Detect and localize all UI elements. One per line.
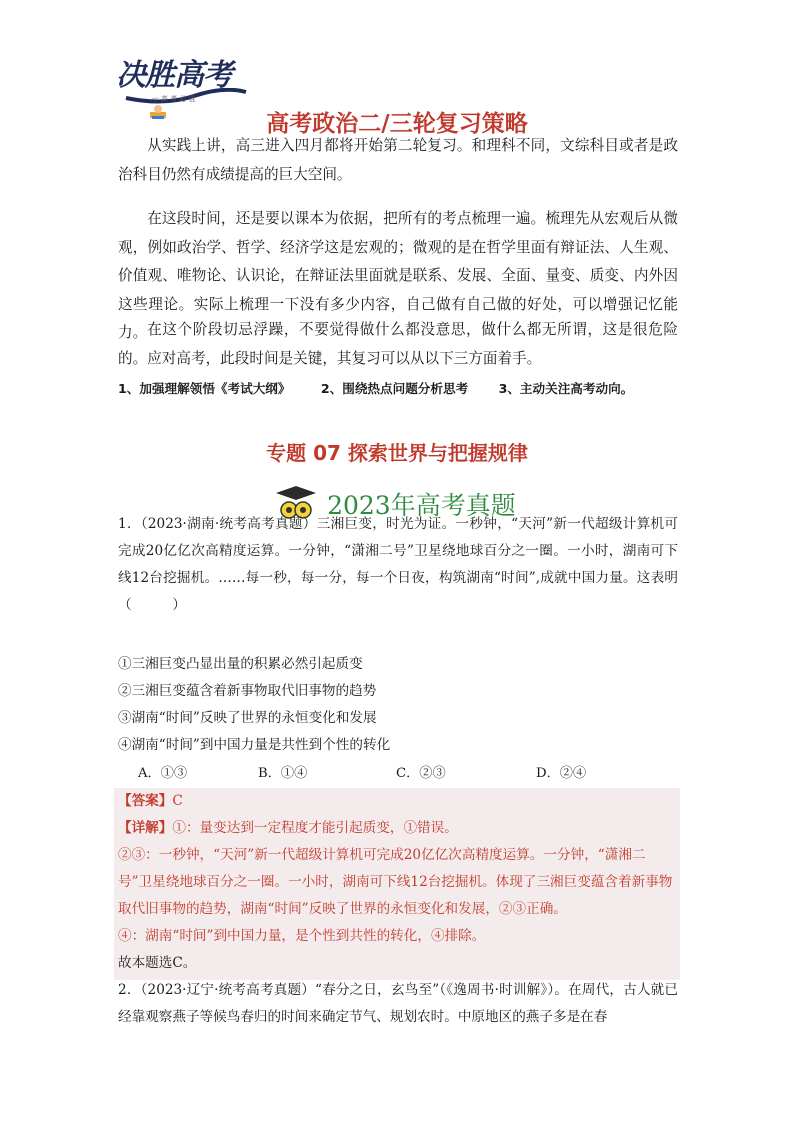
statement-1: ①三湘巨变凸显出量的积累必然引起质变 [118,656,363,672]
choice-d: D．②④ [536,766,587,781]
logo-subtext: ㅡ 高 考 必 胜 [152,95,196,103]
answer-label: 【答案】 [118,793,173,809]
choice-b: B．①④ [258,766,308,781]
detail-label: 【详解】 [118,820,173,836]
strategy-point-2: 2、围绕热点问题分析思考 [320,381,469,396]
statement-4: ④湖南“时间”到中国力量是共性到个性的转化 [118,737,391,753]
main-title: 高考政治二/三轮复习策略 [266,111,528,137]
intro-paragraph-3: 在这个阶段切忌浮躁，不要觉得做什么都没意思，做什么都无所谓，这是很危险的。应对高考，此段时间是关键，其复习可以从以下三方面着手。 [118,321,678,367]
logo-text: 决胜高考 [116,58,232,93]
detail-2: ②③：一秒钟，“天河”新一代超级计算机可完成20亿亿次高精度运算。一分钟，“潇湘二号”卫星绕地球百分之一圈。一小时，湖南可下线12台挖掘机。体现了三湘巨变蕴含着新事物取代旧事物的趋势，湖南“时间”反映了世界的永恒变化和发展，②③正确。 [118,847,673,917]
detail-3: ④：湖南“时间”到中国力量，是个性到共性的转化，④排除。 [118,928,486,944]
intro-paragraph-2: 在这段时间，还是要以课本为依据，把所有的考点梳理一遍。梳理先从宏观后从微观，例如政治学、哲学、经济学这是宏观的；微观的是在哲学里面有辩证法、人生观、价值观、唯物论、认识论，在辩证法里面就是联系、发展、全面、量变、质变、内外因这些理论。实际上梳理一下没有多少内容，自己做有自己做的好处，可以增强记忆能力。 [118,210,678,341]
detail-1: ①：量变达到一定程度才能引起质变，①错误。 [172,820,458,836]
strategy-point-1: 1、加强理解领悟《考试大纲》 [118,381,291,396]
answer-value: C [172,793,183,809]
statement-2: ②三湘巨变蕴含着新事物取代旧事物的趋势 [118,683,377,699]
question-2-stem: 2．（2023·辽宁·统考高考真题）“春分之日，玄鸟至”（《逸周书·时训解》）。在周代，古人就已经靠观察燕子等候鸟春归的时间来确定节气、规划农时。中原地区的燕子多是在春 [118,982,678,1025]
choice-a: A．①③ [138,766,188,781]
section-title: 专题 07 探索世界与把握规律 [266,441,528,465]
choice-c: C．②③ [396,766,446,781]
question-1-stem: 1．（2023·湖南·统考高考真题）三湘巨变，时光为证。一秒钟，“天河”新一代超级计算机可完成20亿亿次高精度运算。一分钟，“潇湘二号”卫星绕地球百分之一圈。一小时，湖南可下线12台挖掘机。……每一秒，每一分，每一个日夜，构筑湖南“时间”,成就中国力量。这表明（ ） [118,516,678,613]
answer-line [118,788,678,815]
banner-title: 2023年高考真题 [327,491,516,520]
intro-paragraph-1: 从实践上讲，高三进入四月都将开始第二轮复习。和理科不同，文综科目或者是政治科目仍然有成绩提高的巨大空间。 [118,137,678,183]
answer-conclusion: 故本题选C。 [118,955,197,971]
detail-line-1 [118,815,678,842]
strategy-points [118,378,688,397]
statement-3: ③湖南“时间”反映了世界的永恒变化和发展 [118,710,377,726]
strategy-point-3: 3、主动关注高考动向。 [498,381,634,396]
